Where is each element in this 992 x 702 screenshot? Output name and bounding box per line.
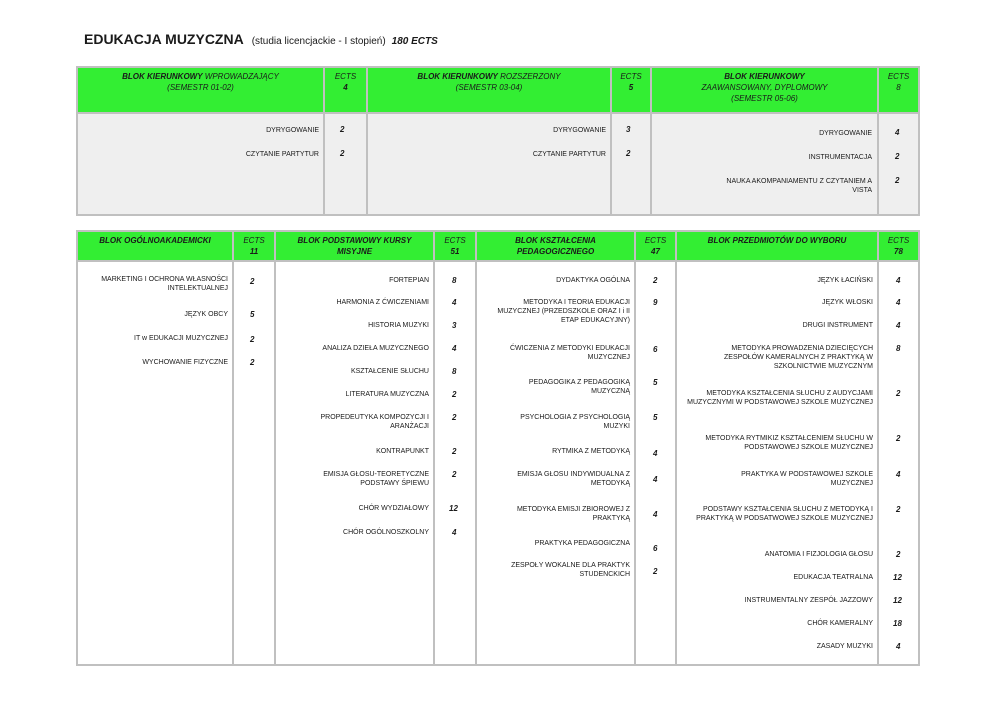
block-body — [78, 262, 232, 664]
block-body — [652, 114, 877, 214]
block-ects-header: ECTS 8 — [879, 68, 918, 112]
course-name: IT w EDUKACJI MUZYCZNEJ — [134, 335, 228, 342]
course-name: LITERATURA MUZYCZNA — [345, 391, 429, 398]
course-name: CHÓR KAMERALNY — [807, 620, 873, 627]
course-ects: 4 — [896, 298, 901, 307]
program-title: EDUKACJA MUZYCZNA — [84, 31, 244, 47]
program-subtitle: (studia licencjackie - I stopień) — [251, 36, 386, 47]
block-header: BLOK PRZEDMIOTÓW DO WYBORU — [677, 232, 877, 260]
page-title — [84, 31, 438, 49]
bottom-table — [76, 230, 920, 666]
block-ects-header: ECTS 47 — [636, 232, 675, 260]
course-ects: 2 — [250, 277, 255, 286]
block-header: BLOK KSZTAŁCENIA PEDAGOGICZNEGO — [477, 232, 634, 260]
course-name: PRAKTYKA PEDAGOGICZNA — [534, 540, 630, 547]
course-ects: 4 — [452, 298, 457, 307]
course-name: DYRYGOWANIE — [266, 127, 319, 134]
block-ects-header: ECTS 51 — [435, 232, 475, 260]
course-name: KONTRAPUNKT — [376, 448, 429, 455]
course-ects: 4 — [896, 470, 901, 479]
ects-column — [234, 262, 274, 664]
course-ects: 12 — [449, 504, 458, 513]
course-name: DYRYGOWANIE — [553, 127, 606, 134]
course-name: METODYKA KSZTAŁCENIA SŁUCHU Z AUDYCJAMI MUZYCZNYMI W PODSTAWOWEJ SZKOLE MUZYCZNEJ — [687, 390, 873, 406]
course-name: CHÓR WYDZIAŁOWY — [358, 505, 429, 512]
block-ects-header: ECTS 11 — [234, 232, 274, 260]
course-ects: 8 — [896, 344, 901, 353]
ects-column — [612, 114, 650, 214]
course-ects: 2 — [896, 505, 901, 514]
course-ects: 4 — [452, 528, 457, 537]
course-name: INSTRUMENTALNY ZESPÓŁ JAZZOWY — [744, 597, 873, 604]
ects-column — [636, 262, 675, 664]
course-ects: 5 — [653, 413, 658, 422]
course-name: WYCHOWANIE FIZYCZNE — [142, 359, 228, 366]
course-ects: 4 — [653, 510, 658, 519]
course-ects: 12 — [893, 596, 902, 605]
course-ects: 2 — [452, 390, 457, 399]
course-ects: 6 — [653, 544, 658, 553]
course-name: CZYTANIE PARTYTUR — [532, 151, 606, 158]
course-ects: 2 — [452, 470, 457, 479]
course-ects: 2 — [250, 358, 255, 367]
course-name: KSZTAŁCENIE SŁUCHU — [350, 368, 429, 375]
course-ects: 2 — [896, 550, 901, 559]
ects-column — [879, 262, 918, 664]
course-ects: 18 — [893, 619, 902, 628]
course-ects: 3 — [452, 321, 457, 330]
block-header: BLOK KIERUNKOWY ROZSZERZONY (SEMESTR 03-04) — [368, 68, 610, 112]
course-ects: 2 — [452, 447, 457, 456]
course-ects: 2 — [626, 149, 631, 158]
total-ects: 180 ECTS — [391, 36, 438, 47]
course-ects: 12 — [893, 573, 902, 582]
course-name: ANALIZA DZIEŁA MUZYCZNEGO — [322, 345, 429, 352]
course-name: EDUKACJA TEATRALNA — [793, 574, 873, 581]
block-body — [78, 114, 323, 214]
ects-column — [435, 262, 475, 664]
block-body — [677, 262, 877, 664]
course-ects: 9 — [653, 298, 658, 307]
course-name: ZASADY MUZYKI — [816, 643, 873, 650]
course-name: INSTRUMENTACJA — [808, 154, 872, 161]
course-ects: 2 — [895, 152, 900, 161]
course-ects: 2 — [895, 176, 900, 185]
course-ects: 2 — [896, 434, 901, 443]
course-ects: 3 — [626, 125, 631, 134]
top-table — [76, 66, 920, 216]
course-ects: 2 — [340, 125, 345, 134]
course-ects: 4 — [653, 475, 658, 484]
course-name: CHÓR OGÓLNOSZKOLNY — [343, 529, 429, 536]
block-body — [477, 262, 634, 664]
course-name: CZYTANIE PARTYTUR — [245, 151, 319, 158]
course-name: PODSTAWY KSZTAŁCENIA SŁUCHU Z METODYKĄ I PRAKTYKĄ W PODSATWOWEJ SZKOLE MUZYCZNEJ — [696, 506, 873, 522]
course-name: DYRYGOWANIE — [819, 130, 872, 137]
course-name: JĘZYK ŁACIŃSKI — [817, 277, 873, 284]
ects-column — [879, 114, 918, 214]
block-header: BLOK KIERUNKOWY ZAAWANSOWANY, DYPLOMOWY (SEMESTR 05-06) — [652, 68, 877, 112]
course-ects: 2 — [452, 413, 457, 422]
course-ects: 2 — [250, 335, 255, 344]
course-name: HARMONIA Z ĆWICZENIAMI — [336, 299, 429, 306]
course-name: PSYCHOLOGIA Z PSYCHOLOGIĄ MUZYKI — [520, 414, 630, 430]
course-ects: 2 — [340, 149, 345, 158]
course-name: MARKETING I OCHRONA WŁASNOŚCI INTELEKTUALNEJ — [101, 276, 228, 292]
course-name: FORTEPIAN — [389, 277, 429, 284]
course-name: PRAKTYKA W PODSTAWOWEJ SZKOLE MUZYCZNEJ — [741, 471, 873, 487]
course-ects: 4 — [896, 642, 901, 651]
course-name: METODYKA RYTMIKIZ KSZTAŁCENIEM SŁUCHU W PODSTAWOWEJ SZKOLE MUZYCZNEJ — [705, 435, 873, 451]
course-ects: 4 — [896, 276, 901, 285]
course-name: METODYKA PROWADZENIA DZIECIĘCYCH ZESPOŁÓW KAMERALNYCH Z PRAKTYKĄ W SZKOLNICTWIE MUZYCZNYM — [724, 345, 873, 370]
course-name: DYDAKTYKA OGÓLNA — [556, 277, 630, 284]
block-ects-header: ECTS 78 — [879, 232, 918, 260]
course-name: DRUGI INSTRUMENT — [802, 322, 873, 329]
course-name: PROPEDEUTYKA KOMPOZYCJI I ARANŻACJI — [320, 414, 429, 430]
course-ects: 5 — [653, 378, 658, 387]
course-ects: 5 — [250, 310, 255, 319]
course-ects: 4 — [896, 321, 901, 330]
course-name: RYTMIKA Z METODYKĄ — [552, 448, 630, 455]
course-name: EMISJA GŁOSU INDYWIDUALNA Z METODYKĄ — [517, 471, 630, 487]
course-name: NAUKA AKOMPANIAMENTU Z CZYTANIEM A VISTA — [726, 178, 872, 194]
block-ects-header: ECTS 5 — [612, 68, 650, 112]
ects-column — [325, 114, 366, 214]
block-header: BLOK KIERUNKOWY WPROWADZAJĄCY (SEMESTR 01-02) — [78, 68, 323, 112]
course-ects: 8 — [452, 367, 457, 376]
course-name: ZESPOŁY WOKALNE DLA PRAKTYK STUDENCKICH — [511, 562, 630, 578]
course-ects: 8 — [452, 276, 457, 285]
course-ects: 2 — [653, 567, 658, 576]
course-name: PEDAGOGIKA Z PEDAGOGIKĄ MUZYCZNĄ — [528, 379, 630, 395]
course-name: JĘZYK OBCY — [184, 311, 228, 318]
course-ects: 2 — [896, 389, 901, 398]
course-name: METODYKA EMISJI ZBIOROWEJ Z PRAKTYKĄ — [516, 506, 630, 522]
course-ects: 4 — [895, 128, 900, 137]
course-ects: 4 — [452, 344, 457, 353]
course-name: ANATOMIA I FIZJOLOGIA GŁOSU — [764, 551, 873, 558]
block-header: BLOK OGÓLNOAKADEMICKI — [78, 232, 232, 260]
block-ects-header: ECTS 4 — [325, 68, 366, 112]
course-name: ĆWICZENIA Z METODYKI EDUKACJI MUZYCZNEJ — [509, 345, 630, 361]
block-body — [368, 114, 610, 214]
course-ects: 4 — [653, 449, 658, 458]
course-name: METODYKA I TEORIA EDUKACJI MUZYCZNEJ (PRZEDSZKOLE ORAZ I i II ETAP EDUKACYJNY) — [497, 299, 630, 324]
course-ects: 6 — [653, 345, 658, 354]
course-ects: 2 — [653, 276, 658, 285]
block-header: BLOK PODSTAWOWY KURSY MISYJNE — [276, 232, 433, 260]
block-body — [276, 262, 433, 664]
course-name: HISTORIA MUZYKI — [368, 322, 429, 329]
course-name: EMISJA GŁOSU-TEORETYCZNE PODSTAWY ŚPIEWU — [323, 471, 429, 487]
course-name: JĘZYK WŁOSKI — [822, 299, 873, 306]
